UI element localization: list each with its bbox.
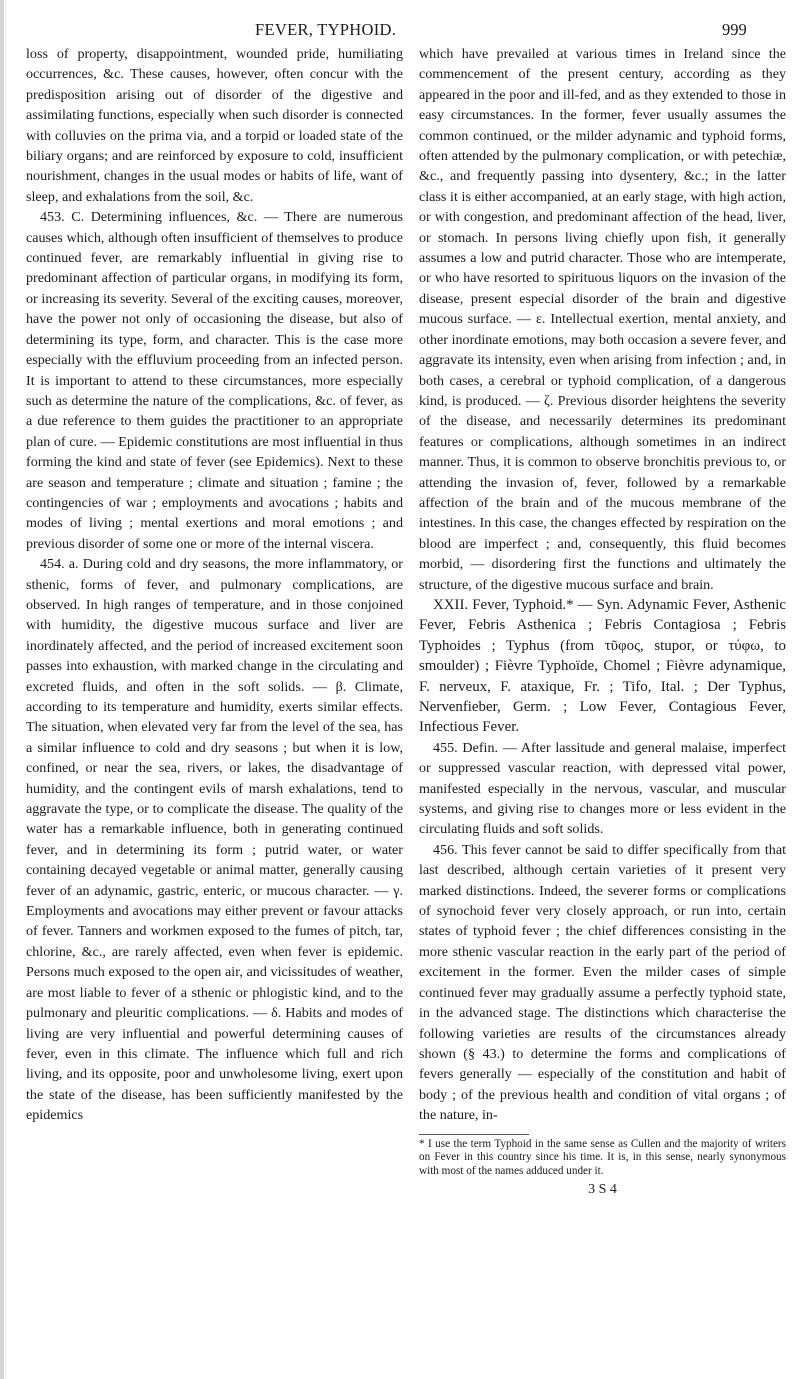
signature-mark: 3 S 4 (588, 1182, 617, 1198)
paragraph: loss of property, disappointment, wounded pride, humiliating occurrences, &c. These causes, however, often concur with the predisposition arising out of disorder of the digestive and assimilating functions, especially when such disorder is connected with colluvies on the prima via, and a torpid or loaded state of the biliary organs; and are reinforced by exposure to cold, insufficient nourishment, changes in the usual modes or habits of life, want of sleep, and exhalations from the soil, &c. (26, 46, 403, 205)
paragraph: 454. a. During cold and dry seasons, the more inflammatory, or sthenic, forms of fever, and pulmonary complications, are observed. In high ranges of temperature, and in those conjoined with humidity, the digestive mucous surface and liver are inordinately affected, and the period of increased excitement soon passes into exhaustion, with marked change in the circulating and excreted fluids, and often in the soft solids. — β. Climate, according to its temperature and humidity, exerts similar effects. The situation, when elevated very far from the level of the sea, has a similar influence to cold and dry seasons ; but when it is low, confined, or near the sea, rivers, or lakes, the disadvantage of humidity, and the contingent evils of marsh exhalations, tend to aggravate the type, or to complicate the disease. The quality of the water has a remarkable influence, both in generating continued fever, and in determining its form ; putrid water, or water containing decayed vegetable or animal matter, generally causing fever of an adynamic, gastric, enteric, or mucous character. — γ. Employments and avocations may either prevent or favour attacks of fever. Tanners and workmen exposed to the fumes of pitch, tar, chlorine, &c., are rarely affected, even when fever is epidemic. Persons much exposed to the open air, and vicissitudes of weather, are most liable to fever of a sthenic or phlogistic kind, and to the pulmonary and pleuritic complications. — δ. Habits and modes of living are very influential and powerful determining causes of fever, even in this climate. The influence which full and rich living, and its opposite, poor and unwholesome living, exert upon the state of the disease, has been sufficiently manifested by the epidemics (26, 556, 403, 1124)
header-right: TYPHOID. (317, 20, 397, 39)
paragraph: 456. This fever cannot be said to differ specifically from that last described, although certain varieties of it present very marked distinctions. Indeed, the severer forms or complications of synochoid fever very closely approach, or run into, certain states of typhoid fever ; the chief differences consisting in the more sthenic vascular reaction in the early part of the period of excitement in the former. Even the milder cases of simple continued fever may gradually assume a perfectly typhoid state, in the advanced stage. The distinctions which characterise the following varieties are results of the circumstances already shown (§ 43.) to determine the forms and complications of fevers generally — especially of the constitution and habit of body ; of the previous health and condition of vital organs ; of the nature, in- (419, 841, 786, 1124)
page-edge-shadow (0, 0, 4, 1379)
left-column (26, 44, 403, 1126)
paragraph: which have prevailed at various times in Ireland since the commencement of the present century, according as they appeared in the poor and ill-fed, and as they extended to those in easy circumstances. In the former, fever usually assumes the common continued, or the milder adynamic and typhoid forms, often attended by the pulmonary complication, or with petechiæ, &c., and frequently passing into dysentery, &c.; in the latter class it is either accompanied, at an early stage, with high action, or with congestion, and predominant affection of the head, liver, or stomach. In persons living chiefly upon fish, it generally assumes a low and putrid character. Those who are intemperate, or who have resorted to spirituous liquors on the invasion of the disease, present especial disorder of the brain and digestive mucous surface. — ε. Intellectual exertion, mental anxiety, and other inordinate emotions, may both occasion a severe fever, and aggravate its intensity, even when arising from infection ; and, in both cases, a cerebral or typhoid complication, of a dangerous kind, is produced. — ζ. Previous disorder heightens the severity of the disease, and necessarily determines its predominant features or complications, although sometimes in an indirect manner. Thus, it is common to observe bronchitis previous to, or attending the invasion of, fever, followed by a remarkable affection of the brain and of the mucous membrane of the intestines. In this case, the changes effected by respiration on the blood are imperfect ; and, consequently, this fluid becomes morbid, — disordering first the functions and ultimately the structure, of the digestive mucous surface and brain. (419, 46, 786, 593)
paragraph: 453. C. Determining influences, &c. — There are numerous causes which, although often insufficient of themselves to produce continued fever, are remarkably influential in giving rise to predominant affection of particular organs, in modifying its form, or increasing its severity. Several of the exciting causes, moreover, have the power not only of occasioning the disease, but also of determining its type, form, and character. This is the case more especially with the effluvium proceeding from an infected person. It is important to attend to these circumstances, more especially such as determine the nature of the complications, &c. of fever, as a due reference to them guides the practitioner to an appropriate plan of cure. — Epidemic constitutions are most influential in thus forming the kind and state of fever (see Epidemics). Next to these are season and temperature ; climate and situation ; famine ; the contingencies of war ; employments and avocations ; habits and modes of living ; mental exertions and moral emotions ; and previous disorder of some one or more of the internal viscera. (26, 209, 403, 552)
paragraph: 455. Defin. — After lassitude and general malaise, imperfect or suppressed vascular reaction, with depressed vital power, manifested especially in the nervous, vascular, and muscular systems, and giving rise to changes more or less evident in the circulating fluids and soft solids. (419, 739, 786, 838)
right-column (419, 44, 786, 1200)
header-left: FEVER, (255, 20, 314, 39)
running-header (255, 20, 396, 40)
section-heading: XXII. Fever, Typhoid.* — Syn. Adynamic Fever, Asthenic Fever, Febris Asthenica ; Febris Contagiosa ; Febris Typhoides ; Typhus (from τῦφος, stupor, or τύφω, to smoulder) ; Fièvre Typhoïde, Chomel ; Fièvre adynamique, F. nerveux, F. ataxique, Fr. ; Tifo, Ital. ; Der Typhus, Nervenfieber, Germ. ; Low Fever, Contagious Fever, Infectious Fever. (419, 596, 786, 736)
footnote: * I use the term Typhoid in the same sense as Cullen and the majority of writers on Fever in this country since his time. It is, in this sense, nearly synonymous with most of the names adduced under it. (419, 1137, 786, 1177)
page-edge-line (5, 0, 6, 1379)
page-number: 999 (722, 20, 747, 39)
footnote-rule (419, 1134, 529, 1135)
